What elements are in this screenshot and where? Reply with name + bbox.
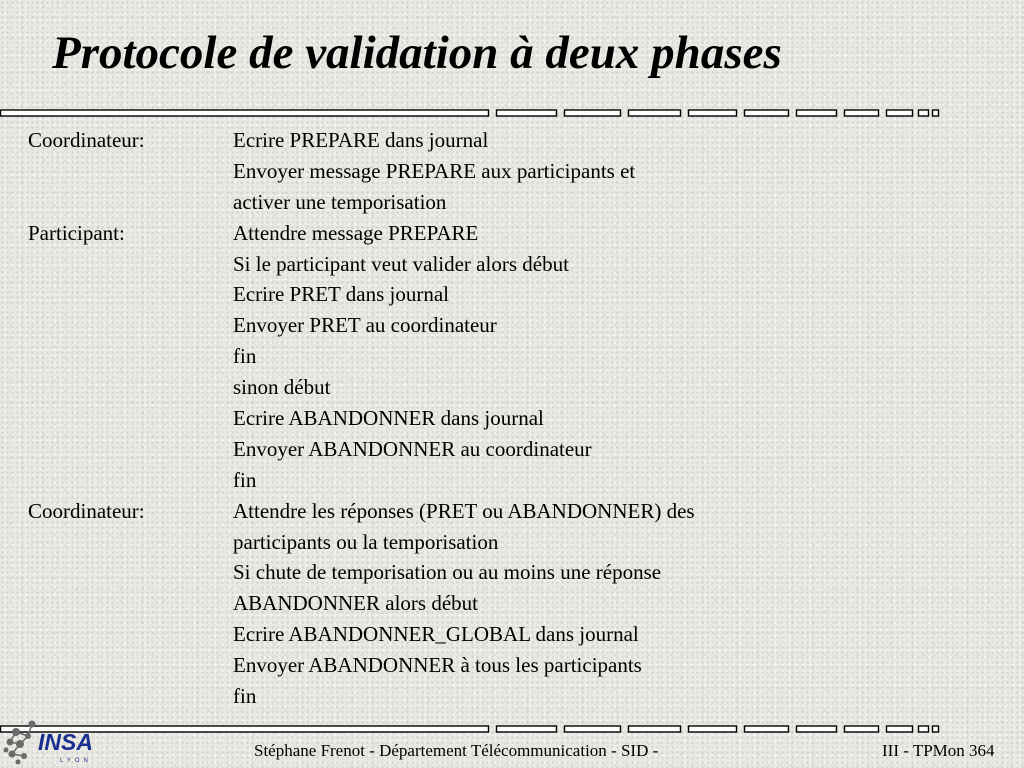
role-label: Coordinateur: bbox=[28, 498, 145, 523]
body-row bbox=[28, 557, 988, 588]
footer-page-number: III - TPMon 364 bbox=[882, 741, 995, 760]
divider-segment bbox=[565, 110, 621, 116]
body-row bbox=[28, 681, 988, 712]
insa-logo bbox=[2, 712, 104, 766]
role-label: Coordinateur: bbox=[28, 128, 145, 152]
divider-segment bbox=[887, 110, 913, 116]
slide-title: Protocole de validation à deux phases bbox=[52, 27, 782, 79]
divider-segment bbox=[845, 726, 879, 732]
body-row bbox=[28, 465, 988, 496]
body-row bbox=[28, 279, 988, 310]
divider-segment bbox=[565, 726, 621, 732]
step-text: activer une temporisation bbox=[233, 189, 447, 214]
divider-segment bbox=[919, 110, 929, 116]
step-text: participants ou la temporisation bbox=[233, 529, 499, 554]
body-row bbox=[28, 496, 988, 527]
body-row bbox=[28, 156, 988, 187]
body-row bbox=[28, 434, 988, 465]
step-text: Envoyer message PREPARE aux participants et bbox=[233, 158, 636, 183]
divider-segment bbox=[845, 110, 879, 116]
step-text: Si le participant veut valider alors début bbox=[233, 251, 569, 276]
step-text: Attendre message PREPARE bbox=[233, 220, 479, 245]
divider-segment bbox=[689, 726, 737, 732]
body-row bbox=[28, 249, 988, 280]
body-row bbox=[28, 187, 988, 218]
molecule-icon bbox=[4, 721, 36, 765]
step-text: sinon début bbox=[233, 375, 331, 400]
top-divider bbox=[0, 109, 940, 117]
logo-text: INSA bbox=[38, 729, 93, 755]
body-row bbox=[28, 310, 988, 341]
divider-segment bbox=[745, 726, 789, 732]
divider-segment bbox=[689, 110, 737, 116]
step-text: Envoyer PRET au coordinateur bbox=[233, 313, 497, 338]
body-row bbox=[28, 341, 988, 372]
step-text: Attendre les réponses (PRET ou ABANDONNER) des bbox=[233, 498, 695, 523]
step-text: Si chute de temporisation ou au moins une réponse bbox=[233, 560, 662, 585]
step-text: Ecrire ABANDONNER_GLOBAL dans journal bbox=[233, 622, 639, 647]
role-label: Participant: bbox=[28, 220, 125, 245]
logo-subtext: LYON bbox=[60, 758, 92, 764]
step-text: Envoyer ABANDONNER au coordinateur bbox=[233, 436, 592, 461]
step-text: fin bbox=[233, 344, 257, 369]
body-row bbox=[28, 372, 988, 403]
divider-segment bbox=[933, 110, 939, 116]
body-row bbox=[28, 125, 988, 156]
divider-segment bbox=[797, 726, 837, 732]
footer-author: Stéphane Frenot - Département Télécommunication - SID - bbox=[254, 741, 659, 760]
divider-segment bbox=[629, 110, 681, 116]
step-text: Ecrire PRET dans journal bbox=[233, 282, 449, 307]
divider-segment bbox=[497, 726, 557, 732]
body-row bbox=[28, 403, 988, 434]
body-row bbox=[28, 619, 988, 650]
divider-segment bbox=[629, 726, 681, 732]
step-text: Ecrire PREPARE dans journal bbox=[233, 128, 489, 152]
step-text: fin bbox=[233, 684, 257, 709]
divider-segment bbox=[919, 726, 929, 732]
divider-segment bbox=[933, 726, 939, 732]
step-text: fin bbox=[233, 467, 257, 492]
body-row bbox=[28, 218, 988, 249]
bottom-divider bbox=[0, 725, 940, 733]
slide-body bbox=[28, 125, 988, 712]
body-row bbox=[28, 588, 988, 619]
divider-segment bbox=[887, 726, 913, 732]
divider-segment bbox=[1, 110, 489, 116]
body-row bbox=[28, 527, 988, 558]
divider-segment bbox=[797, 110, 837, 116]
step-text: Envoyer ABANDONNER à tous les participants bbox=[233, 653, 642, 678]
divider-segment bbox=[497, 110, 557, 116]
step-text: Ecrire ABANDONNER dans journal bbox=[233, 406, 544, 431]
body-row bbox=[28, 650, 988, 681]
step-text: ABANDONNER alors début bbox=[233, 591, 478, 616]
divider-segment bbox=[745, 110, 789, 116]
